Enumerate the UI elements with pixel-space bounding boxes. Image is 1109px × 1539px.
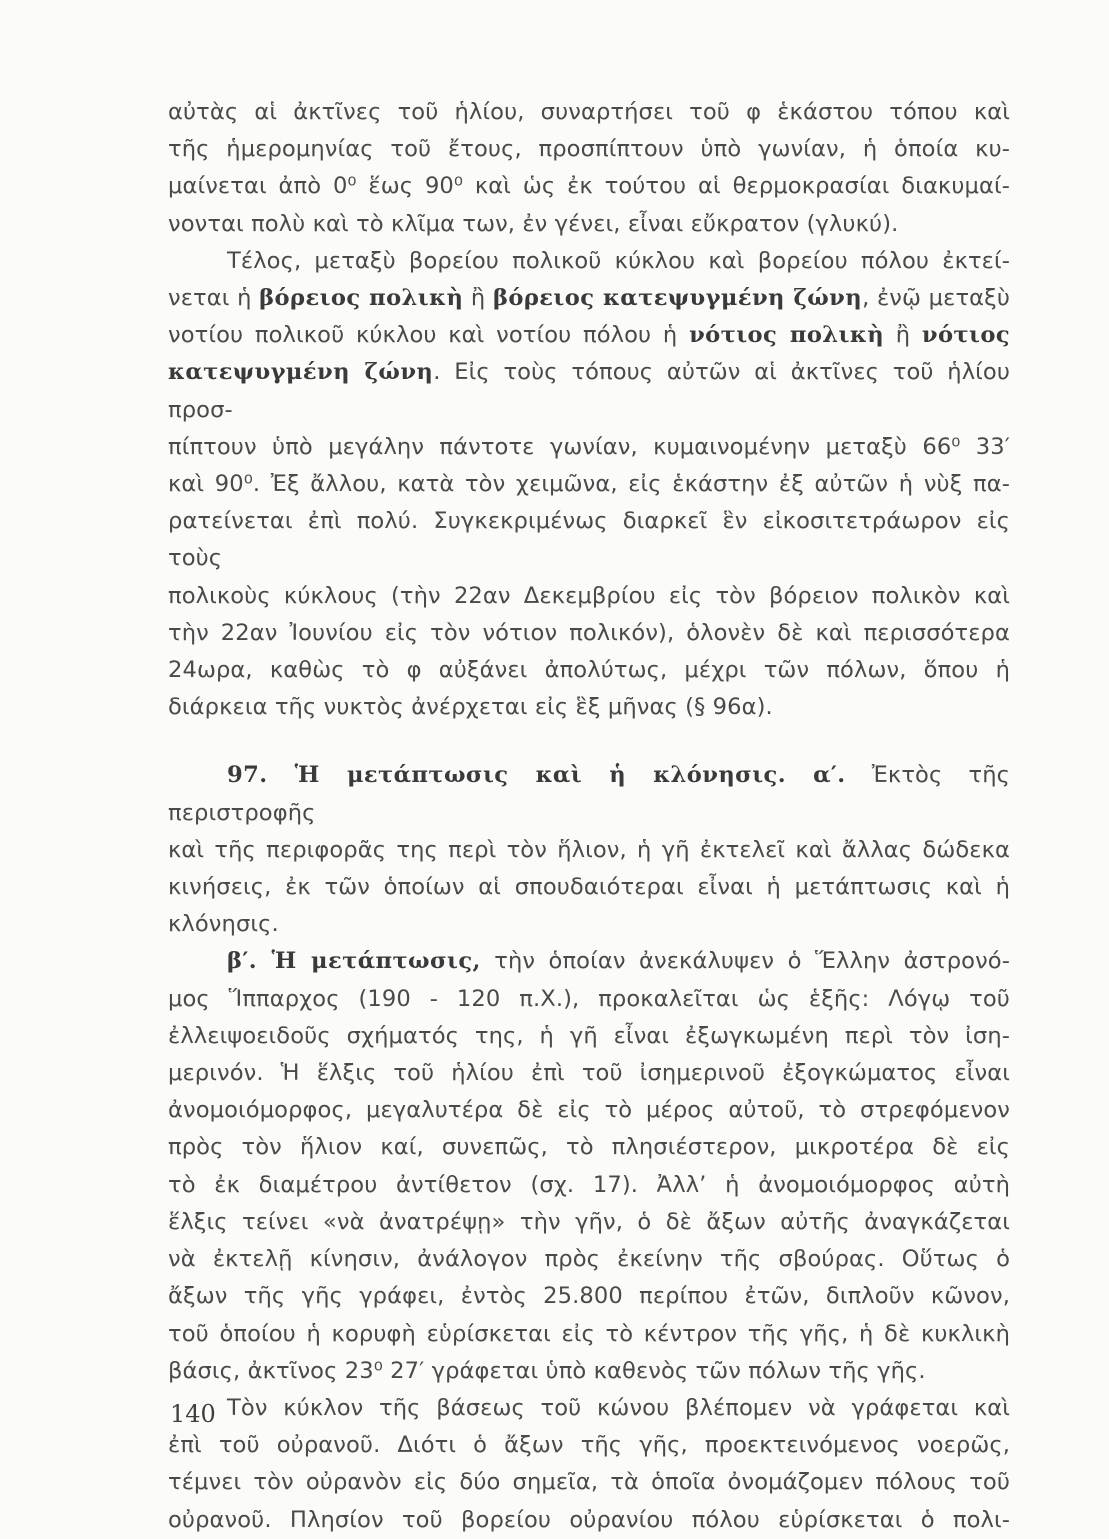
- paragraph-polar-zones: [168, 243, 1010, 727]
- text-line: ἀνομοιόμορφος, μεγαλυτέρα δὲ εἰς τὸ μέρος αὐτοῦ, τὸ στρεφόμενον: [168, 1097, 1010, 1124]
- text-line: νονται πολὺ καὶ τὸ κλῖμα των, ἐν γένει, εἶναι εὔκρατον (γλυκύ).: [168, 210, 899, 237]
- text-run: , ἐνῷ μεταξὺ: [862, 285, 1011, 312]
- text-line: πίπτουν ὑπὸ μεγάλην πάντοτε γωνίαν, κυμαινομένην μεταξὺ 66⁰ 33′: [168, 433, 1010, 460]
- text-line: [168, 317, 1010, 354]
- text-line: τῆς ἡμερομηνίας τοῦ ἔτους, προσπίπτουν ὑπὸ γωνίαν, ἡ ὁποία κυ-: [168, 136, 1010, 163]
- term-south-polar-zone: νότιος πολικὴ: [689, 322, 885, 349]
- text-run: ἢ: [463, 285, 493, 312]
- text-run: τὴν ὁποίαν ἀνεκάλυψεν ὁ Ἕλλην ἀστρονό-: [480, 948, 1010, 975]
- page-number: 140: [170, 1400, 216, 1428]
- text-line: Τὸν κύκλον τῆς βάσεως τοῦ κώνου βλέπομεν νὰ γράφεται καὶ: [227, 1394, 1010, 1421]
- text-line: τὴν 22αν Ἰουνίου εἰς τὸν νότιον πολικόν), ὁλονὲν δὲ καὶ περισσότερα: [168, 619, 1010, 646]
- text-run: . Εἰς τοὺς τόπους αὐτῶν αἱ ἀκτῖνες τοῦ ἡλίου προσ-: [168, 359, 1011, 423]
- text-line: καὶ 90⁰. Ἐξ ἄλλου, κατὰ τὸν χειμῶνα, εἰς ἑκάστην ἐξ αὐτῶν ἡ νὺξ πα-: [168, 471, 1010, 498]
- text-line: τοῦ ὁποίου ἡ κορυφὴ εὑρίσκεται εἰς τὸ κέντρον τῆς γῆς, ἡ δὲ κυκλικὴ: [168, 1320, 1010, 1347]
- text-run: Ἐκτὸς τῆς περιστροφῆς: [168, 762, 1010, 826]
- text-run: ἢ: [884, 322, 922, 349]
- text-line: αὐτὰς αἱ ἀκτῖνες τοῦ ἡλίου, συναρτήσει τοῦ φ ἑκάστου τόπου καὶ: [168, 99, 1010, 125]
- text-line: διάρκεια τῆς νυκτὸς ἀνέρχεται εἰς ἓξ μῆνας (§ 96α).: [168, 694, 773, 721]
- text-line: ἕλξις τείνει «νὰ ἀνατρέψῃ» τὴν γῆν, ὁ δὲ ἄξων αὐτῆς ἀναγκάζεται: [168, 1208, 1010, 1235]
- text-line: [168, 757, 1010, 831]
- term-frigid-zone: κατεψυγμένη ζώνη: [168, 359, 434, 386]
- text-line: βάσις, ἀκτῖνος 23⁰ 27′ γράφεται ὑπὸ καθενὸς τῶν πόλων τῆς γῆς.: [168, 1357, 926, 1384]
- term-north-frigid-zone: βόρειος κατεψυγμένη ζώνη: [492, 285, 863, 312]
- text-line: τὸ ἐκ διαμέτρου ἀντίθετον (σχ. 17). Ἀλλ’ ἡ ἀνομοιόμορφος αὐτὴ: [168, 1171, 1010, 1198]
- text-line: νὰ ἐκτελῇ κίνησιν, ἀνάλογον πρὸς ἐκείνην τῆς σβούρας. Οὕτως ὁ: [168, 1246, 1010, 1273]
- text-line: καὶ τῆς περιφορᾶς της περὶ τὸν ἥλιον, ἡ γῆ ἐκτελεῖ καὶ ἄλλας δώδεκα: [168, 836, 1010, 863]
- text-line: τέμνει τὸν οὐρανὸν εἰς δύο σημεῖα, τὰ ὁποῖα ὀνομάζομεν πόλους τοῦ: [168, 1469, 1010, 1496]
- text-run: νοτίου πολικοῦ κύκλου καὶ νοτίου πόλου ἡ: [168, 322, 690, 349]
- text-line: [168, 354, 1010, 428]
- page-body: [168, 94, 1010, 1539]
- paragraph-precession: [168, 943, 1010, 1389]
- text-line: ἄξων τῆς γῆς γράφει, ἐντὸς 25.800 περίπου ἐτῶν, διπλοῦν κῶνον,: [168, 1283, 1010, 1310]
- paragraph-continuation: [168, 94, 1010, 243]
- text-line: μερινόν. Ἡ ἕλξις τοῦ ἡλίου ἐπὶ τοῦ ἰσημερινοῦ ἐξογκώματος εἶναι: [168, 1060, 1010, 1087]
- paragraph-celestial-poles: [168, 1390, 1010, 1539]
- text-line: οὐρανοῦ. Πλησίον τοῦ βορείου οὐρανίου πόλου εὑρίσκεται ὁ πολι-: [168, 1506, 1010, 1533]
- section-heading: 97. Ἡ μετάπτωσις καὶ ἡ κλόνησις. α′.: [227, 762, 846, 789]
- section-97: [168, 757, 1010, 943]
- text-run: νεται ἡ: [168, 285, 260, 312]
- text-line: κλόνησις.: [168, 911, 279, 938]
- text-line: κινήσεις, ἐκ τῶν ὁποίων αἱ σπουδαιότεραι εἶναι ἡ μετάπτωσις καὶ ἡ: [168, 874, 1010, 901]
- subsection-label: β′. Ἡ μετάπτωσις,: [227, 948, 481, 975]
- term-south: νότιος: [921, 322, 1010, 349]
- term-north-polar-zone: βόρειος πολικὴ: [259, 285, 464, 312]
- text-line: [168, 280, 1010, 317]
- text-line: 24ωρα, καθὼς τὸ φ αὐξάνει ἀπολύτως, μέχρι τῶν πόλων, ὅπου ἡ: [168, 657, 1010, 684]
- text-line: πολικοὺς κύκλους (τὴν 22αν Δεκεμβρίου εἰς τὸν βόρειον πολικὸν καὶ: [168, 582, 1010, 609]
- text-line: ἐπὶ τοῦ οὐρανοῦ. Διότι ὁ ἄξων τῆς γῆς, προεκτεινόμενος νοερῶς,: [168, 1432, 1010, 1459]
- text-line: μος Ἵππαρχος (190 - 120 π.Χ.), προκαλεῖται ὡς ἑξῆς: Λόγῳ τοῦ: [168, 985, 1010, 1012]
- text-line: ἐλλειψοειδοῦς σχήματός της, ἡ γῆ εἶναι ἐξωγκωμένη περὶ τὸν ἰση-: [168, 1022, 1010, 1049]
- text-line: ρατείνεται ἐπὶ πολύ. Συγκεκριμένως διαρκεῖ ἓν εἰκοσιτετράωρον εἰς τοὺς: [168, 508, 1010, 572]
- text-line: [168, 943, 1010, 980]
- text-line: μαίνεται ἀπὸ 0⁰ ἕως 90⁰ καὶ ὡς ἐκ τούτου αἱ θερμοκρασίαι διακυμαί-: [168, 173, 1010, 200]
- text-line: πρὸς τὸν ἥλιον καί, συνεπῶς, τὸ πλησιέστερον, μικροτέρα δὲ εἰς: [168, 1134, 1010, 1161]
- text-line: Τέλος, μεταξὺ βορείου πολικοῦ κύκλου καὶ βορείου πόλου ἐκτεί-: [227, 247, 1010, 274]
